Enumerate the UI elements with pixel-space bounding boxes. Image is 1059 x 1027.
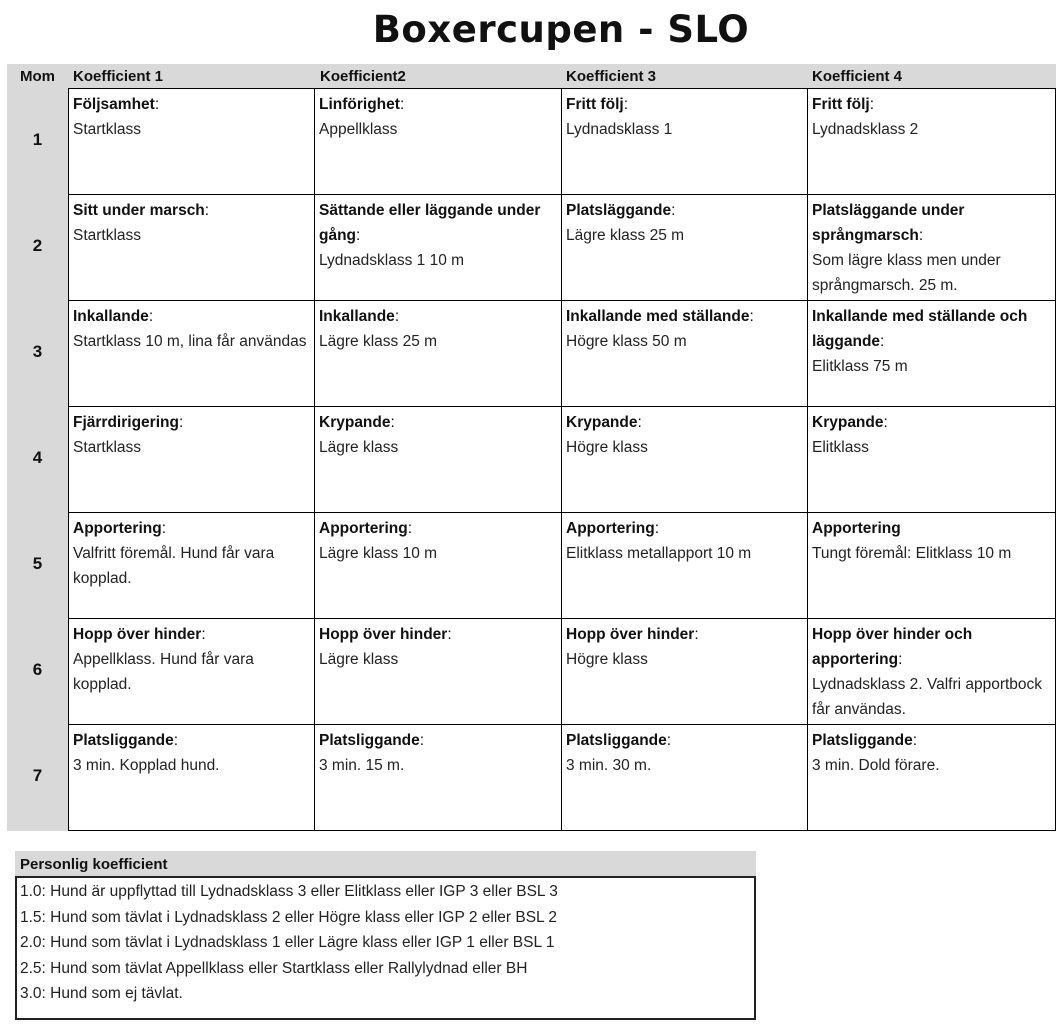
exercise-colon: :	[154, 96, 160, 113]
exercise-cell	[807, 194, 1056, 301]
exercise-cell	[561, 512, 809, 619]
exercise-colon: :	[623, 96, 628, 113]
coefficient-line: 2.0: Hund som tävlat i Lydnadsklass 1 eller Lägre klass eller IGP 1 eller BSL 1	[20, 934, 555, 951]
column-header-1: Koefficient 1	[73, 68, 164, 85]
exercise-description: Startklass	[73, 439, 142, 456]
exercise-colon: :	[654, 520, 659, 537]
exercise-name: Linförighet	[319, 96, 400, 113]
exercise-colon: :	[173, 732, 179, 749]
exercise-description: Appellklass	[319, 121, 398, 138]
exercise-cell	[807, 88, 1056, 195]
mom-number: 3	[32, 342, 43, 361]
exercise-name: Krypande	[319, 414, 391, 431]
exercise-name: Krypande	[566, 414, 638, 431]
exercise-name: Fritt följ	[566, 96, 624, 113]
exercise-colon: :	[883, 414, 888, 431]
exercise-description: Lägre klass	[319, 651, 399, 668]
exercise-colon: :	[912, 732, 918, 749]
exercise-cell	[807, 724, 1056, 831]
exercise-name: Hopp över hinder	[319, 626, 448, 643]
exercise-cell	[561, 618, 809, 725]
exercise-colon: :	[161, 520, 166, 537]
mom-header: Mom	[20, 68, 55, 85]
exercise-cell	[68, 88, 316, 195]
exercise-colon: :	[419, 732, 425, 749]
exercise-description: Lydnadsklass 1 10 m	[319, 252, 465, 269]
exercise-name: Krypande	[812, 414, 884, 431]
exercise-cell	[68, 618, 316, 725]
exercise-description: Startklass	[73, 121, 142, 138]
exercise-cell	[561, 724, 809, 831]
exercise-description: Lydnadsklass 1	[566, 121, 673, 138]
exercise-colon: :	[356, 227, 361, 244]
exercise-cell	[68, 512, 316, 619]
exercise-colon: :	[178, 414, 184, 431]
exercise-name: Apportering	[812, 520, 901, 537]
exercise-cell	[314, 406, 563, 513]
mom-number: 4	[32, 448, 43, 467]
exercise-name: Apportering	[73, 520, 162, 537]
coefficient-line: 1.0: Hund är uppflyttad till Lydnadsklass 3 eller Elitklass eller IGP 3 eller BSL 3	[20, 883, 558, 900]
exercise-description: Valfritt föremål. Hund får vara kopplad.	[73, 545, 275, 587]
exercise-name: Platsliggande	[566, 732, 667, 749]
column-header-2: Koefficient2	[320, 68, 406, 85]
exercise-description: Elitklass metallapport 10 m	[566, 545, 752, 562]
exercise-name: Hopp över hinder	[73, 626, 202, 643]
page-title: Boxercupen - SLO	[372, 8, 750, 51]
exercise-description: Lägre klass 10 m	[319, 545, 438, 562]
exercise-description: Högre klass 50 m	[566, 333, 687, 350]
exercise-name: Fjärrdirigering	[73, 414, 179, 431]
exercise-cell	[314, 618, 563, 725]
exercise-colon: :	[148, 308, 154, 325]
exercise-description: Lydnadsklass 2. Valfri apportbock får användas.	[812, 676, 1043, 718]
mom-number: 5	[32, 554, 43, 573]
mom-number: 6	[32, 660, 43, 679]
exercise-cell	[314, 724, 563, 831]
exercise-cell	[314, 300, 563, 407]
personal-coefficient-box	[15, 876, 756, 1020]
exercise-colon: :	[394, 308, 400, 325]
exercise-colon: :	[749, 308, 754, 325]
exercise-colon: :	[201, 626, 206, 643]
exercise-description: 3 min. Kopplad hund.	[73, 757, 220, 774]
exercise-description: Startklass	[73, 227, 142, 244]
exercise-colon: :	[447, 626, 452, 643]
exercise-name: Platsläggande under språngmarsch	[812, 202, 965, 244]
exercise-cell	[561, 194, 809, 301]
exercise-name: Platsläggande	[566, 202, 672, 219]
coefficient-line: 1.5: Hund som tävlat i Lydnadsklass 2 eller Högre klass eller IGP 2 eller BSL 2	[20, 908, 558, 926]
exercise-description: Tungt föremål: Elitklass 10 m	[812, 545, 1012, 562]
exercise-name: Inkallande	[319, 308, 395, 325]
exercise-colon: :	[637, 414, 642, 431]
exercise-description: 3 min. 30 m.	[566, 757, 652, 774]
exercise-cell	[68, 406, 316, 513]
mom-number: 2	[32, 236, 43, 255]
exercise-cell	[807, 512, 1056, 619]
exercise-colon: :	[399, 96, 405, 113]
exercise-name: Fritt följ	[812, 96, 870, 113]
exercise-description: Högre klass	[566, 651, 648, 668]
exercise-colon: :	[898, 651, 903, 668]
exercise-name: Inkallande med ställande och läggande	[812, 308, 1028, 350]
exercise-description: Lägre klass 25 m	[319, 333, 438, 350]
exercise-cell	[807, 618, 1056, 725]
exercise-cell	[561, 88, 809, 195]
coefficient-line: 3.0: Hund som ej tävlat.	[20, 985, 183, 1002]
exercise-description: Appellklass. Hund får vara kopplad.	[73, 651, 254, 693]
exercise-colon: :	[918, 227, 924, 244]
exercise-cell	[314, 88, 563, 195]
exercise-colon: :	[666, 732, 672, 749]
exercise-description: 3 min. 15 m.	[319, 757, 405, 774]
exercise-name: Hopp över hinder	[566, 626, 695, 643]
exercise-description: 3 min. Dold förare.	[812, 757, 940, 774]
exercise-colon: :	[671, 202, 676, 219]
exercise-description: Elitklass 75 m	[812, 358, 908, 375]
exercise-cell	[68, 194, 316, 301]
exercise-cell	[807, 406, 1056, 513]
exercise-description: Högre klass	[566, 439, 648, 456]
exercise-name: Apportering	[566, 520, 655, 537]
exercise-name: Hopp över hinder och apportering	[812, 626, 973, 668]
exercise-colon: :	[390, 414, 395, 431]
exercise-colon: :	[204, 202, 210, 219]
exercise-name: Inkallande med ställande	[566, 308, 750, 325]
exercise-cell	[561, 406, 809, 513]
exercise-cell	[807, 300, 1056, 407]
exercise-name: Sättande eller läggande under gång	[319, 202, 541, 244]
exercise-cell	[314, 194, 563, 301]
exercise-name: Platsliggande	[319, 732, 420, 749]
exercise-name: Platsliggande	[73, 732, 174, 749]
exercise-description: Startklass 10 m, lina får användas	[73, 333, 307, 350]
column-header-3: Koefficient 3	[566, 68, 657, 85]
exercise-name: Apportering	[319, 520, 408, 537]
exercise-cell	[561, 300, 809, 407]
column-header-4: Koefficient 4	[812, 68, 903, 85]
exercise-colon: :	[869, 96, 874, 113]
exercise-description: Lydnadsklass 2	[812, 121, 919, 138]
mom-number: 1	[32, 130, 43, 149]
coefficient-line: 2.5: Hund som tävlat Appellklass eller Startklass eller Rallylydnad eller BH	[20, 959, 528, 977]
exercise-cell	[68, 300, 316, 407]
exercise-name: Platsliggande	[812, 732, 913, 749]
exercise-name: Sitt under marsch	[73, 202, 205, 219]
exercise-cell	[68, 724, 316, 831]
exercise-description: Som lägre klass men under språngmarsch. 25 m.	[812, 252, 1001, 294]
exercise-colon: :	[694, 626, 699, 643]
exercise-description: Lägre klass	[319, 439, 399, 456]
exercise-colon: :	[880, 333, 885, 350]
exercise-cell	[314, 512, 563, 619]
exercise-description: Elitklass	[812, 439, 869, 456]
exercise-description: Lägre klass 25 m	[566, 227, 685, 244]
personal-coefficient-heading: Personlig koefficient	[15, 851, 756, 876]
mom-number: 7	[32, 766, 43, 785]
exercise-name: Följsamhet	[73, 96, 155, 113]
exercise-name: Inkallande	[73, 308, 149, 325]
exercise-colon: :	[407, 520, 412, 537]
